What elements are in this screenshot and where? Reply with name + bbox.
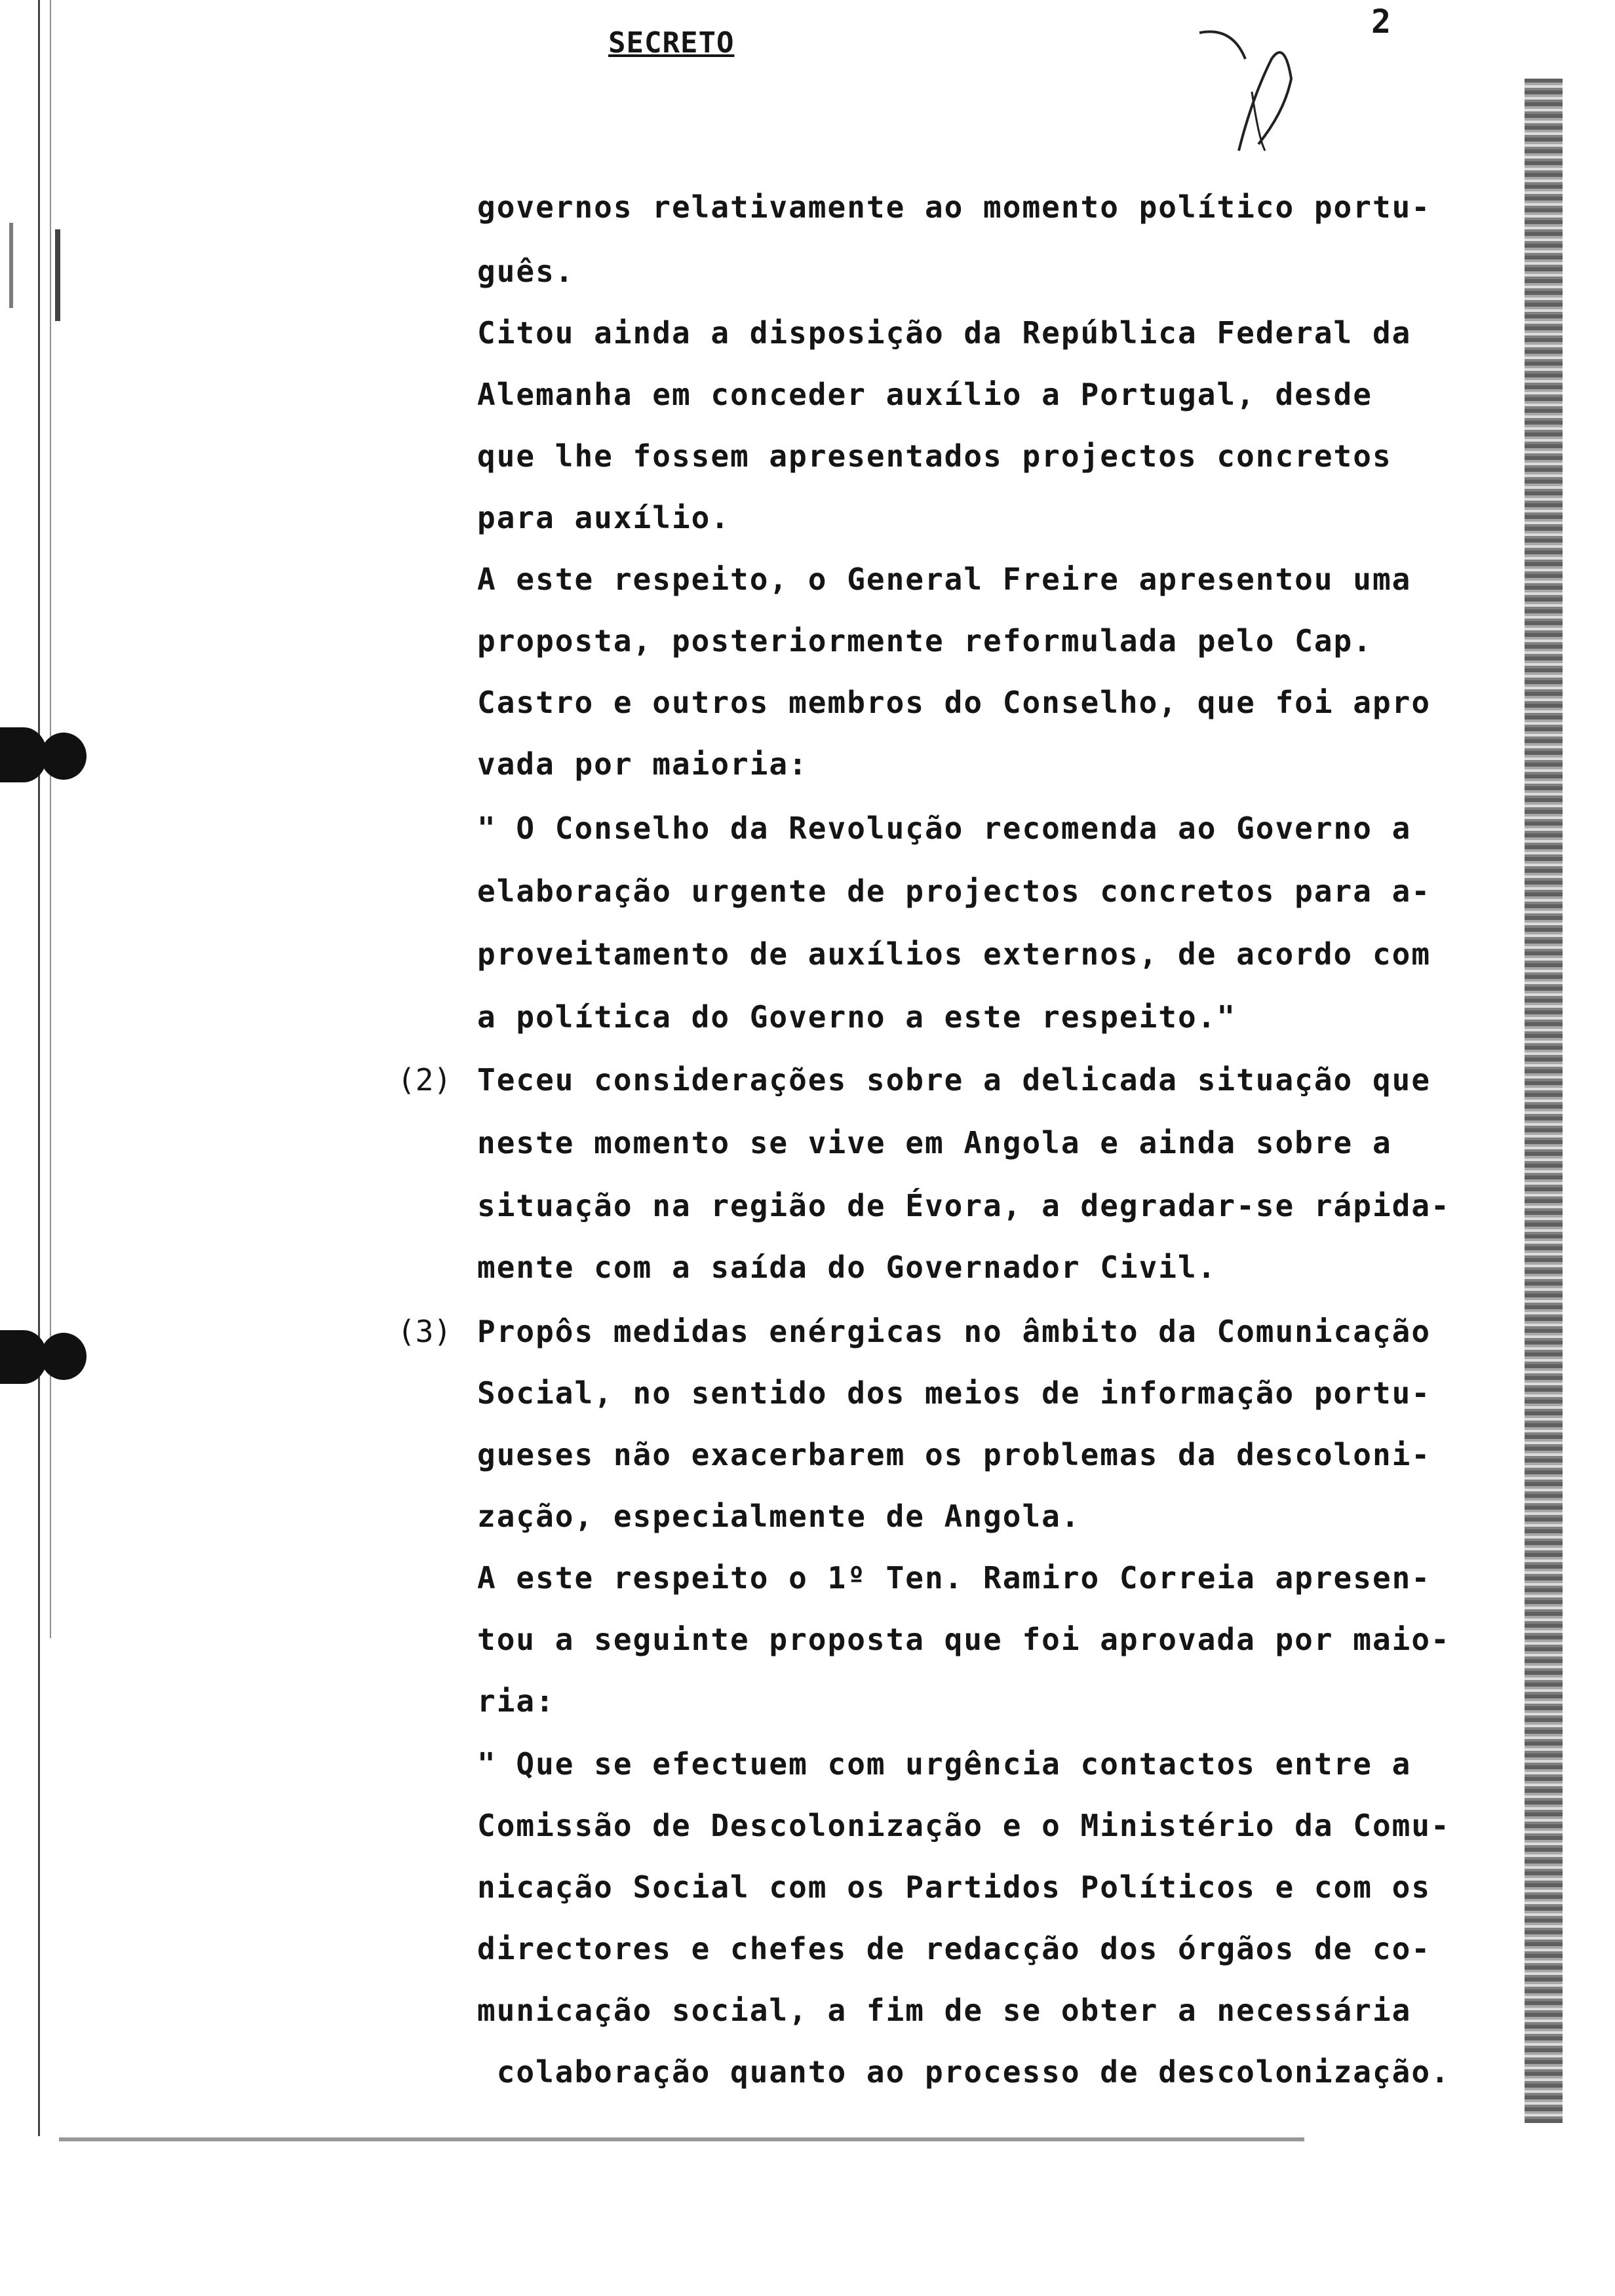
text-line: Social, no sentido dos meios de informação portu- xyxy=(477,1375,1431,1411)
text-line: elaboração urgente de projectos concretos para a- xyxy=(477,873,1431,909)
text-line: guês. xyxy=(477,254,575,289)
scan-edge-strip xyxy=(1525,79,1563,2123)
text-line: tou a seguinte proposta que foi aprovada por maio- xyxy=(477,1622,1450,1657)
item-marker: (3) xyxy=(397,1314,452,1349)
text-line: Propôs medidas enérgicas no âmbito da Comunicação xyxy=(477,1314,1431,1349)
text-line: proposta, posteriormente reformulada pelo Cap. xyxy=(477,623,1372,659)
text-line: proveitamento de auxílios externos, de acordo com xyxy=(477,936,1431,972)
left-binding-line-inner xyxy=(50,0,51,1638)
left-mark-2 xyxy=(55,229,60,321)
punch-hole-top-right xyxy=(41,733,87,780)
left-binding-line xyxy=(38,0,40,2136)
bottom-scan-line xyxy=(59,2137,1304,2141)
text-line: gueses não exacerbarem os problemas da descoloni- xyxy=(477,1437,1431,1472)
text-line: colaboração quanto ao processo de descolonização. xyxy=(477,2054,1450,2090)
text-line: nicação Social com os Partidos Políticos e com os xyxy=(477,1869,1431,1905)
text-line: neste momento se vive em Angola e ainda sobre a xyxy=(477,1125,1392,1160)
text-line: " O Conselho da Revolução recomenda ao Governo a xyxy=(477,811,1412,846)
handwritten-initial xyxy=(1193,20,1304,170)
text-line: Comissão de Descolonização e o Ministério da Comu- xyxy=(477,1808,1450,1843)
left-mark xyxy=(9,223,13,308)
text-line: Castro e outros membros do Conselho, que foi apro xyxy=(477,685,1431,720)
item-marker: (2) xyxy=(397,1062,452,1098)
classification-label: SECRETO xyxy=(608,26,735,60)
text-line: ria: xyxy=(477,1683,555,1719)
text-line: municação social, a fim de se obter a necessária xyxy=(477,1993,1412,2028)
text-line: directores e chefes de redacção dos órgãos de co- xyxy=(477,1931,1431,1966)
text-line: a política do Governo a este respeito." xyxy=(477,999,1237,1035)
text-line: governos relativamente ao momento político portu- xyxy=(477,189,1431,225)
text-line: " Que se efectuem com urgência contactos entre a xyxy=(477,1746,1412,1782)
text-line: que lhe fossem apresentados projectos concretos xyxy=(477,438,1392,474)
text-line: A este respeito o 1º Ten. Ramiro Correia apresen- xyxy=(477,1560,1431,1596)
text-line: vada por maioria: xyxy=(477,746,808,782)
page-number: 2 xyxy=(1371,3,1391,41)
text-line: para auxílio. xyxy=(477,500,731,535)
text-line: Citou ainda a disposição da República Federal da xyxy=(477,315,1412,351)
text-line: Alemanha em conceder auxílio a Portugal, desde xyxy=(477,377,1372,412)
text-line: Teceu considerações sobre a delicada situação que xyxy=(477,1062,1431,1098)
punch-hole-bottom-right xyxy=(41,1333,87,1380)
text-line: situação na região de Évora, a degradar-se rápida- xyxy=(477,1188,1450,1223)
text-line: zação, especialmente de Angola. xyxy=(477,1499,1081,1534)
text-line: mente com a saída do Governador Civil. xyxy=(477,1250,1217,1285)
text-line: A este respeito, o General Freire apresentou uma xyxy=(477,562,1412,597)
